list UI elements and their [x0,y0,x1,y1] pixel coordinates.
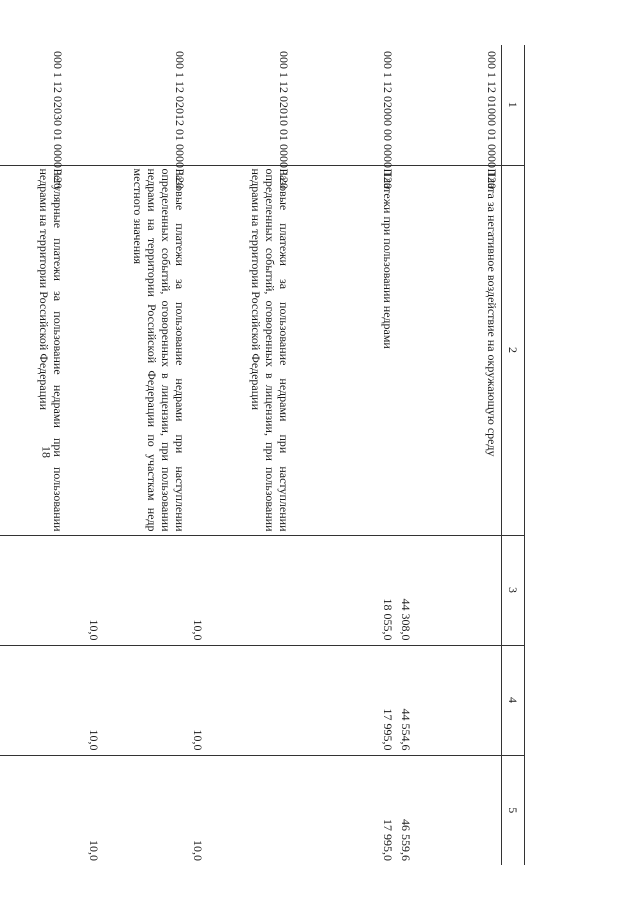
income-name: Плата за негативное воздействие на окружающую среду [397,165,502,535]
budget-code: 000 1 12 01000 01 0000 120 [397,45,502,165]
income-name: Регулярные платежи за пользование недрами при пользовании недрами на территории Российской Федерации [0,165,67,535]
value-col5: 46 559,6 [399,819,413,861]
budget-code: 000 1 12 02030 01 0000 120 [0,45,67,165]
value-col3: 10,0 [67,535,189,645]
value-col4: 44 554,6 [397,645,502,755]
value-col5 [0,755,67,865]
column-header: 5 [502,755,525,865]
budget-code: 000 1 12 02000 00 0000 120 [293,45,397,165]
value-col5: 10,0 [191,840,205,861]
column-header: 4 [502,645,525,755]
column-header: 2 [502,165,525,535]
column-header: 3 [502,535,525,645]
income-name: Разовые платежи за пользование недрами при наступлении определенных событий, оговоренных в лицензии, при пользовании недрами на территории Российской Федерации [189,165,293,535]
budget-code: 000 1 12 02010 01 0000 120 [189,45,293,165]
value-col4: 10,0 [67,645,189,755]
budget-code: 000 1 12 02012 01 0000 120 [67,45,189,165]
budget-table-container [37,45,525,865]
value-col4: 17 995,0 [293,645,397,755]
value-col5: 10,0 [87,840,101,861]
table-row [189,45,293,865]
value-col4 [0,645,67,755]
table-row [0,45,67,865]
page-number: 18 [39,446,54,458]
income-name: Платежи при пользовании недрами [293,165,397,535]
value-col3: 44 308,0 [397,535,502,645]
value-col3: 10,0 [189,535,293,645]
table-row [67,45,189,865]
income-name: Разовые платежи за пользование недрами при наступлении определенных событий, оговоренных в лицензии, при пользовании недрами на территории Российской Федерации по участкам недр местного значения [67,165,189,535]
table-row [397,45,502,865]
budget-table [0,45,525,865]
table-header-row [502,45,525,865]
value-col3 [0,535,67,645]
value-col3: 18 055,0 [293,535,397,645]
value-col5: 17 995,0 [381,819,395,861]
value-col4: 10,0 [189,645,293,755]
column-header: 1 [502,45,525,165]
table-row [293,45,397,865]
